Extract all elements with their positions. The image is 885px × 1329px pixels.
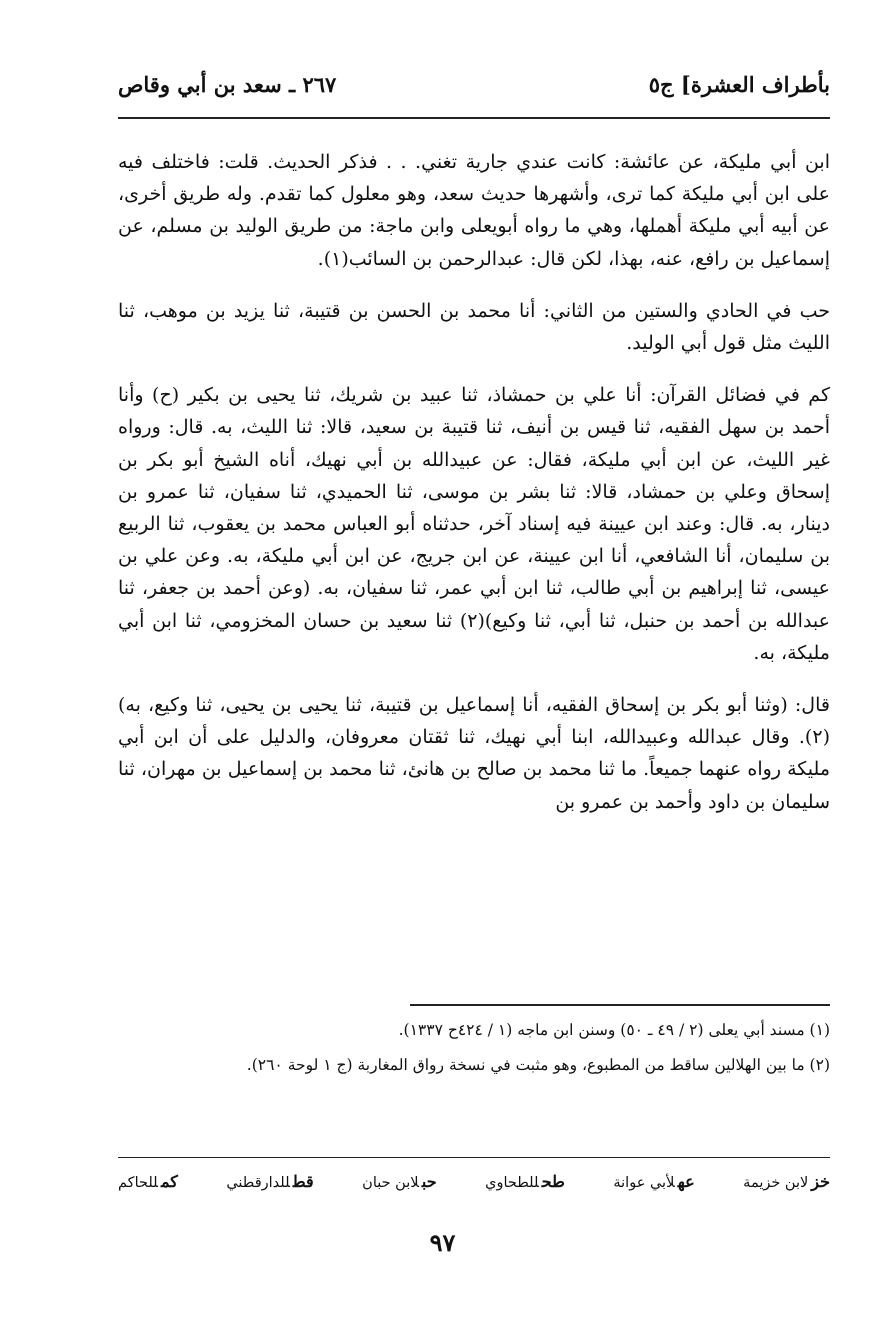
abbreviation-name: لأبي عوانة [613,1175,675,1191]
abbreviation-name: لابن خزيمة [743,1175,809,1191]
abbreviation-code: حب [421,1172,437,1191]
header-section-title: ٢٦٧ ـ سعد بن أبي وقاص [118,71,337,97]
main-text [118,146,830,818]
running-header [118,62,830,106]
abbreviation-code: خز [811,1172,830,1191]
abbreviation-name: لابن حبان [362,1175,419,1191]
footnote: (٢) ما بين الهلالين ساقط من المطبوع، وهو مثبت في نسخة رواق المغاربة (ج ١ لوحة ٢٦٠). [246,1056,830,1074]
paragraph: حب في الحادي والستين من الثاني: أنا محمد بن الحسن بن قتيبة، ثنا يزيد بن موهب، ثنا الليث مثل قول أبي الوليد. [118,299,830,355]
abbreviation-name: للحاكم [118,1175,158,1191]
abbreviation-code: طح [541,1172,565,1191]
abbreviation-item [362,1172,436,1191]
footnote-separator [410,1004,830,1006]
abbreviation-item [743,1172,830,1191]
abbreviations-rule [118,1157,830,1158]
paragraph: قال: (وثنا أبو بكر بن إسحاق الفقيه، أنا إسماعيل بن قتيبة، ثنا يحيى بن يحيى، ثنا وكيع، به)(٢). وقال عبدالله وعبيدالله، ابنا أبي نهيك، ثنا ثقتان معروفان، والدليل على أن ابن أبي مليكة رواه عنهما جميعاً. ما ثنا محمد بن صالح بن هانئ، ثنا محمد بن إسماعيل بن مهران، ثنا سليمان بن داود وأحمد بن عمرو بن [118,694,830,813]
header-rule [118,117,830,119]
footnote: (١) مسند أبي يعلى (٢ / ٤٩ ـ ٥٠) وسنن ابن ماجه (١ / ٤٢٤ح ١٣٣٧). [398,1021,830,1039]
abbreviation-name: للطحاوي [485,1175,539,1191]
paragraph: كم في فضائل القرآن: أنا علي بن حمشاذ، ثنا عبيد بن شريك، ثنا يحيى بن بكير (ح) وأنا أحمد بن سهل الفقيه، ثنا قيس بن أنيف، ثنا قتيبة بن سعيد، قالا: ثنا الليث، به. قال: ورواه غير الليث، عن ابن أبي مليكة، فقال: عن عبيدالله بن أبي نهيك، أناه الشيخ أبو بكر بن إسحاق وعلي بن حمشاد، قالا: ثنا بشر بن موسى، ثنا الحميدي، ثنا سفيان، ثنا عمرو بن دينار، به. قال: وعند ابن عيينة فيه إسناد آخر، حدثناه أبو العباس محمد بن يعقوب، ثنا الربيع بن سليمان، أنا الشافعي، أنا ابن عيينة، عن ابن جريج، عن ابن أبي مليكة، به. وعن علي بن عيسى، ثنا إبراهيم بن أبي طالب، ثنا ابن أبي عمر، ثنا سفيان، به. (وعن أحمد بن جعفر، ثنا عبدالله بن أحمد بن حنبل، ثنا أبي، ثنا وكيع)(٢) ثنا سعيد بن حسان المخزومي، ثنا ابن أبي مليكة، به. [118,384,830,664]
abbreviation-name: للدارقطني [226,1175,290,1191]
abbreviation-item [613,1172,694,1191]
paragraph: ابن أبي مليكة، عن عائشة: كانت عندي جارية تغني. . . فذكر الحديث. قلت: فاختلف فيه على ابن أبي مليكة كما ترى، وأشهرها حديث سعد، وهو معلول كما تقدم. وله طريق أخرى، عن أبيه أبي مليكة أهملها، وهي ما رواه أبويعلى وابن ماجة: من طريق الوليد بن مسلم، عن إسماعيل بن رافع، عنه، بهذا، لكن قال: عبدالرحمن بن السائب(١). [118,151,830,270]
header-book-title: بأطراف العشرة] ج٥ [648,71,830,97]
page-number: ٩٧ [429,1228,456,1257]
abbreviation-item [485,1172,565,1191]
footnotes [118,1016,830,1086]
abbreviation-item [226,1172,313,1191]
abbreviation-item [118,1172,178,1191]
abbreviations-key [118,1172,830,1191]
abbreviation-code: عه [677,1172,695,1191]
abbreviation-code: كم [160,1172,178,1191]
abbreviation-code: قط [292,1172,314,1191]
